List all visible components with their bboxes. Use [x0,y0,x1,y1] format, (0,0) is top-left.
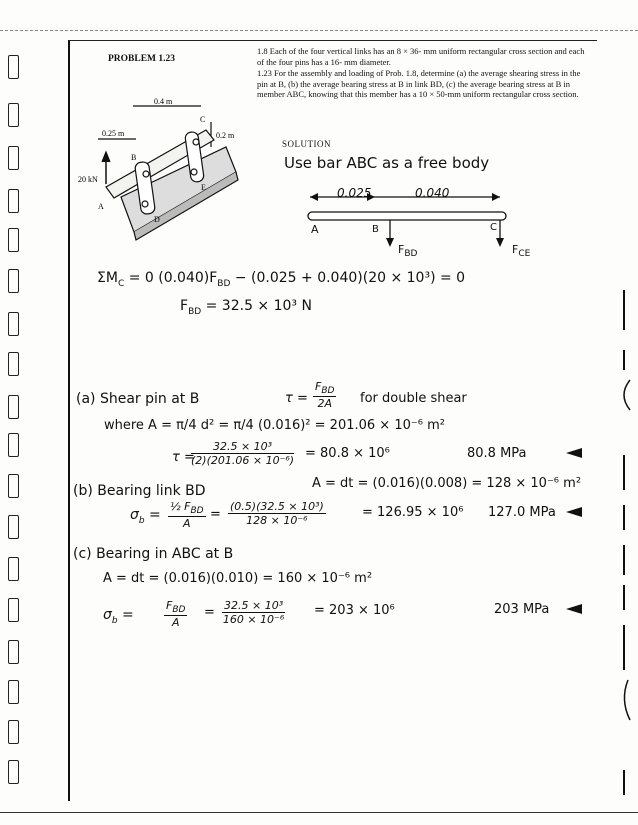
equals-sign: = [210,507,221,522]
answer-a: 80.8 MPa [467,446,527,461]
fbd-force-ce [512,243,530,259]
fbd-dim-1: 0.025 [337,186,372,200]
point-e-label: E [201,183,206,192]
fbd-bar [308,212,506,220]
problem-1-23-text: 1.23 For the assembly and loading of Prob. 1.8, determine (a) the average shearing stress in the pin at B, (b) the average bearing stress at B in link BD, (c) the average bearing stress at B in member ABC, knowing that this member has a 10 × 50-mm uniform rectangular cross section. [257,68,581,99]
fbd-force-bd [398,243,417,259]
fbd-force-ce-sub: CE [518,249,531,260]
tau-calc-den: (2)(201.06 × 10⁻⁶) [191,454,295,467]
sigma-c-f2-den: 160 × 10⁻⁶ [222,613,285,626]
binder-hole [8,269,19,293]
load-label: 20 kN [78,175,98,184]
fbd-force-bd-symbol: F [398,243,405,256]
part-c-label: (c) Bearing in ABC at B [73,546,234,562]
dim-04-label: 0.4 m [154,97,173,106]
binder-hole [8,640,19,664]
sigma-b-symbol: σ [130,507,139,523]
tau-calc-result: = 80.8 × 10⁶ [305,446,390,461]
fbd-result-rhs: = 32.5 × 10³ N [205,298,312,314]
part-a-label: (a) Shear pin at B [76,391,200,407]
dim-02-label: 0.2 m [216,131,235,140]
fbd-label-b: B [372,224,379,235]
margin-mark [624,380,630,410]
solution-intro: Use bar ABC as a free body [284,154,490,172]
fbd-result [180,298,312,317]
sigma-c-f1-num-sub: BD [172,605,186,616]
sigma-b-result: = 126.95 × 10⁶ [362,505,464,520]
sigma-b-f1-num-text: ½ F [170,500,191,513]
fbd-force-bd-sub: BD [404,249,418,260]
binder-hole [8,103,19,127]
binder-hole [8,352,19,376]
area-c: A = dt = (0.016)(0.010) = 160 × 10⁻⁶ m² [103,571,373,586]
solution-title: SOLUTION [282,139,331,149]
sigma-b-f2-num: (0.5)(32.5 × 10³) [230,500,324,513]
moment-rest: − (0.025 + 0.040)(20 × 10³) = 0 [234,270,466,286]
binder-hole [8,760,19,784]
sigma-b-f1-num [168,500,206,517]
binder-hole [8,312,19,336]
tau-calc-num: 32.5 × 10³ [191,440,294,454]
fbd-arrowhead-fbd [386,238,394,247]
point-b-label: B [131,153,137,162]
sigma-b-fraction-2 [228,500,326,527]
sigma-b-f2-den: 128 × 10⁻⁶ [246,514,308,527]
fbd-result-sub: BD [188,306,202,317]
dim-025-label: 0.25 m [102,129,125,138]
sigma-c-f2-num: 32.5 × 10³ [224,599,284,612]
point-c-label: C [200,115,206,124]
fbd-dim-2: 0.040 [415,186,450,200]
binder-hole [8,598,19,622]
sigma-b-f1-den: A [183,517,191,531]
assembly-figure [76,92,251,247]
sigma-b-f1-num-sub: BD [190,506,204,517]
sigma-c-fraction-1 [164,599,187,629]
area-where-line: where A = π/4 d² = π/4 (0.016)² = 201.06 × 10⁻⁶ m² [104,418,445,433]
sigma-c-result: = 203 × 10⁶ [314,603,395,618]
binder-hole [8,189,19,213]
binder-hole [8,228,19,252]
tau-calc-lhs: τ = [172,450,195,465]
answer-b-arrow [566,507,582,517]
binder-hole [8,55,19,79]
fbd-dim-arrowhead [492,193,500,201]
tau-formula-num-symbol: F [315,380,322,393]
tau-formula-lhs: τ = [285,391,308,406]
tau-formula-den: 2A [317,397,332,411]
problem-1-8-text: 1.8 Each of the four vertical links has an 8 × 36- mm uniform rectangular cross section and each of the four pins has a 16- mm diameter. [257,46,585,67]
double-shear-note: for double shear [360,391,467,406]
binder-hole [8,720,19,744]
binder-hole [8,680,19,704]
sigma-c-fraction-2 [222,599,285,626]
tau-formula-fraction [313,380,336,410]
point-d-label: D [154,215,160,224]
binder-hole [8,557,19,581]
fbd-dim-arrowhead [310,193,318,201]
moment-lhs-sub: C [117,278,125,289]
answer-c-arrow [566,604,582,614]
part-b-label: (b) Bearing link BD [73,483,206,499]
sigma-c-f1-num [164,599,187,616]
fbd-force-ce-symbol: F [512,243,519,256]
top-edge-line [0,30,638,31]
load-arrowhead [102,152,110,162]
moment-eq: = 0 (0.040)F [128,270,218,286]
sigma-c-sub: b [111,615,118,626]
sigma-c-f1-den: A [171,616,180,630]
tau-formula-num-sub: BD [321,386,335,397]
sigma-b-sub: b [138,515,145,526]
area-b: A = dt = (0.016)(0.008) = 128 × 10⁻⁶ m² [312,476,582,491]
answer-a-arrow [566,448,582,458]
fbd-label-a: A [311,223,319,236]
margin-mark [624,680,630,720]
sigma-c-symbol: σ [103,607,112,623]
answer-b: 127.0 MPa [488,505,556,520]
binder-hole [8,515,19,539]
fbd-label-c: C [490,222,497,233]
problem-label: PROBLEM 1.23 [108,54,176,64]
binder-hole [8,474,19,498]
tau-calc-fraction [191,440,294,467]
binder-hole [8,433,19,457]
sigma-c-f1-num-text: F [166,599,173,612]
equals-sign: = [204,605,215,620]
margin-marks [600,250,638,810]
sigma-c-lhs: $\sigma_b$ = [103,607,134,626]
moment-equation [97,270,465,289]
binder-hole [8,395,19,419]
fbd-result-lhs: F [180,298,189,314]
point-a-label: A [98,202,104,211]
bottom-edge-line [0,812,638,813]
answer-c: 203 MPa [494,602,550,617]
moment-lhs: ΣM [97,270,118,286]
moment-eq-sub: BD [217,278,231,289]
fbd-arrowhead-fce [496,238,504,247]
tau-formula-num [313,380,336,397]
binder-hole [8,146,19,170]
sigma-b-fraction-1 [168,500,206,530]
sigma-b-lhs: $\sigma_b$ = [130,507,161,526]
